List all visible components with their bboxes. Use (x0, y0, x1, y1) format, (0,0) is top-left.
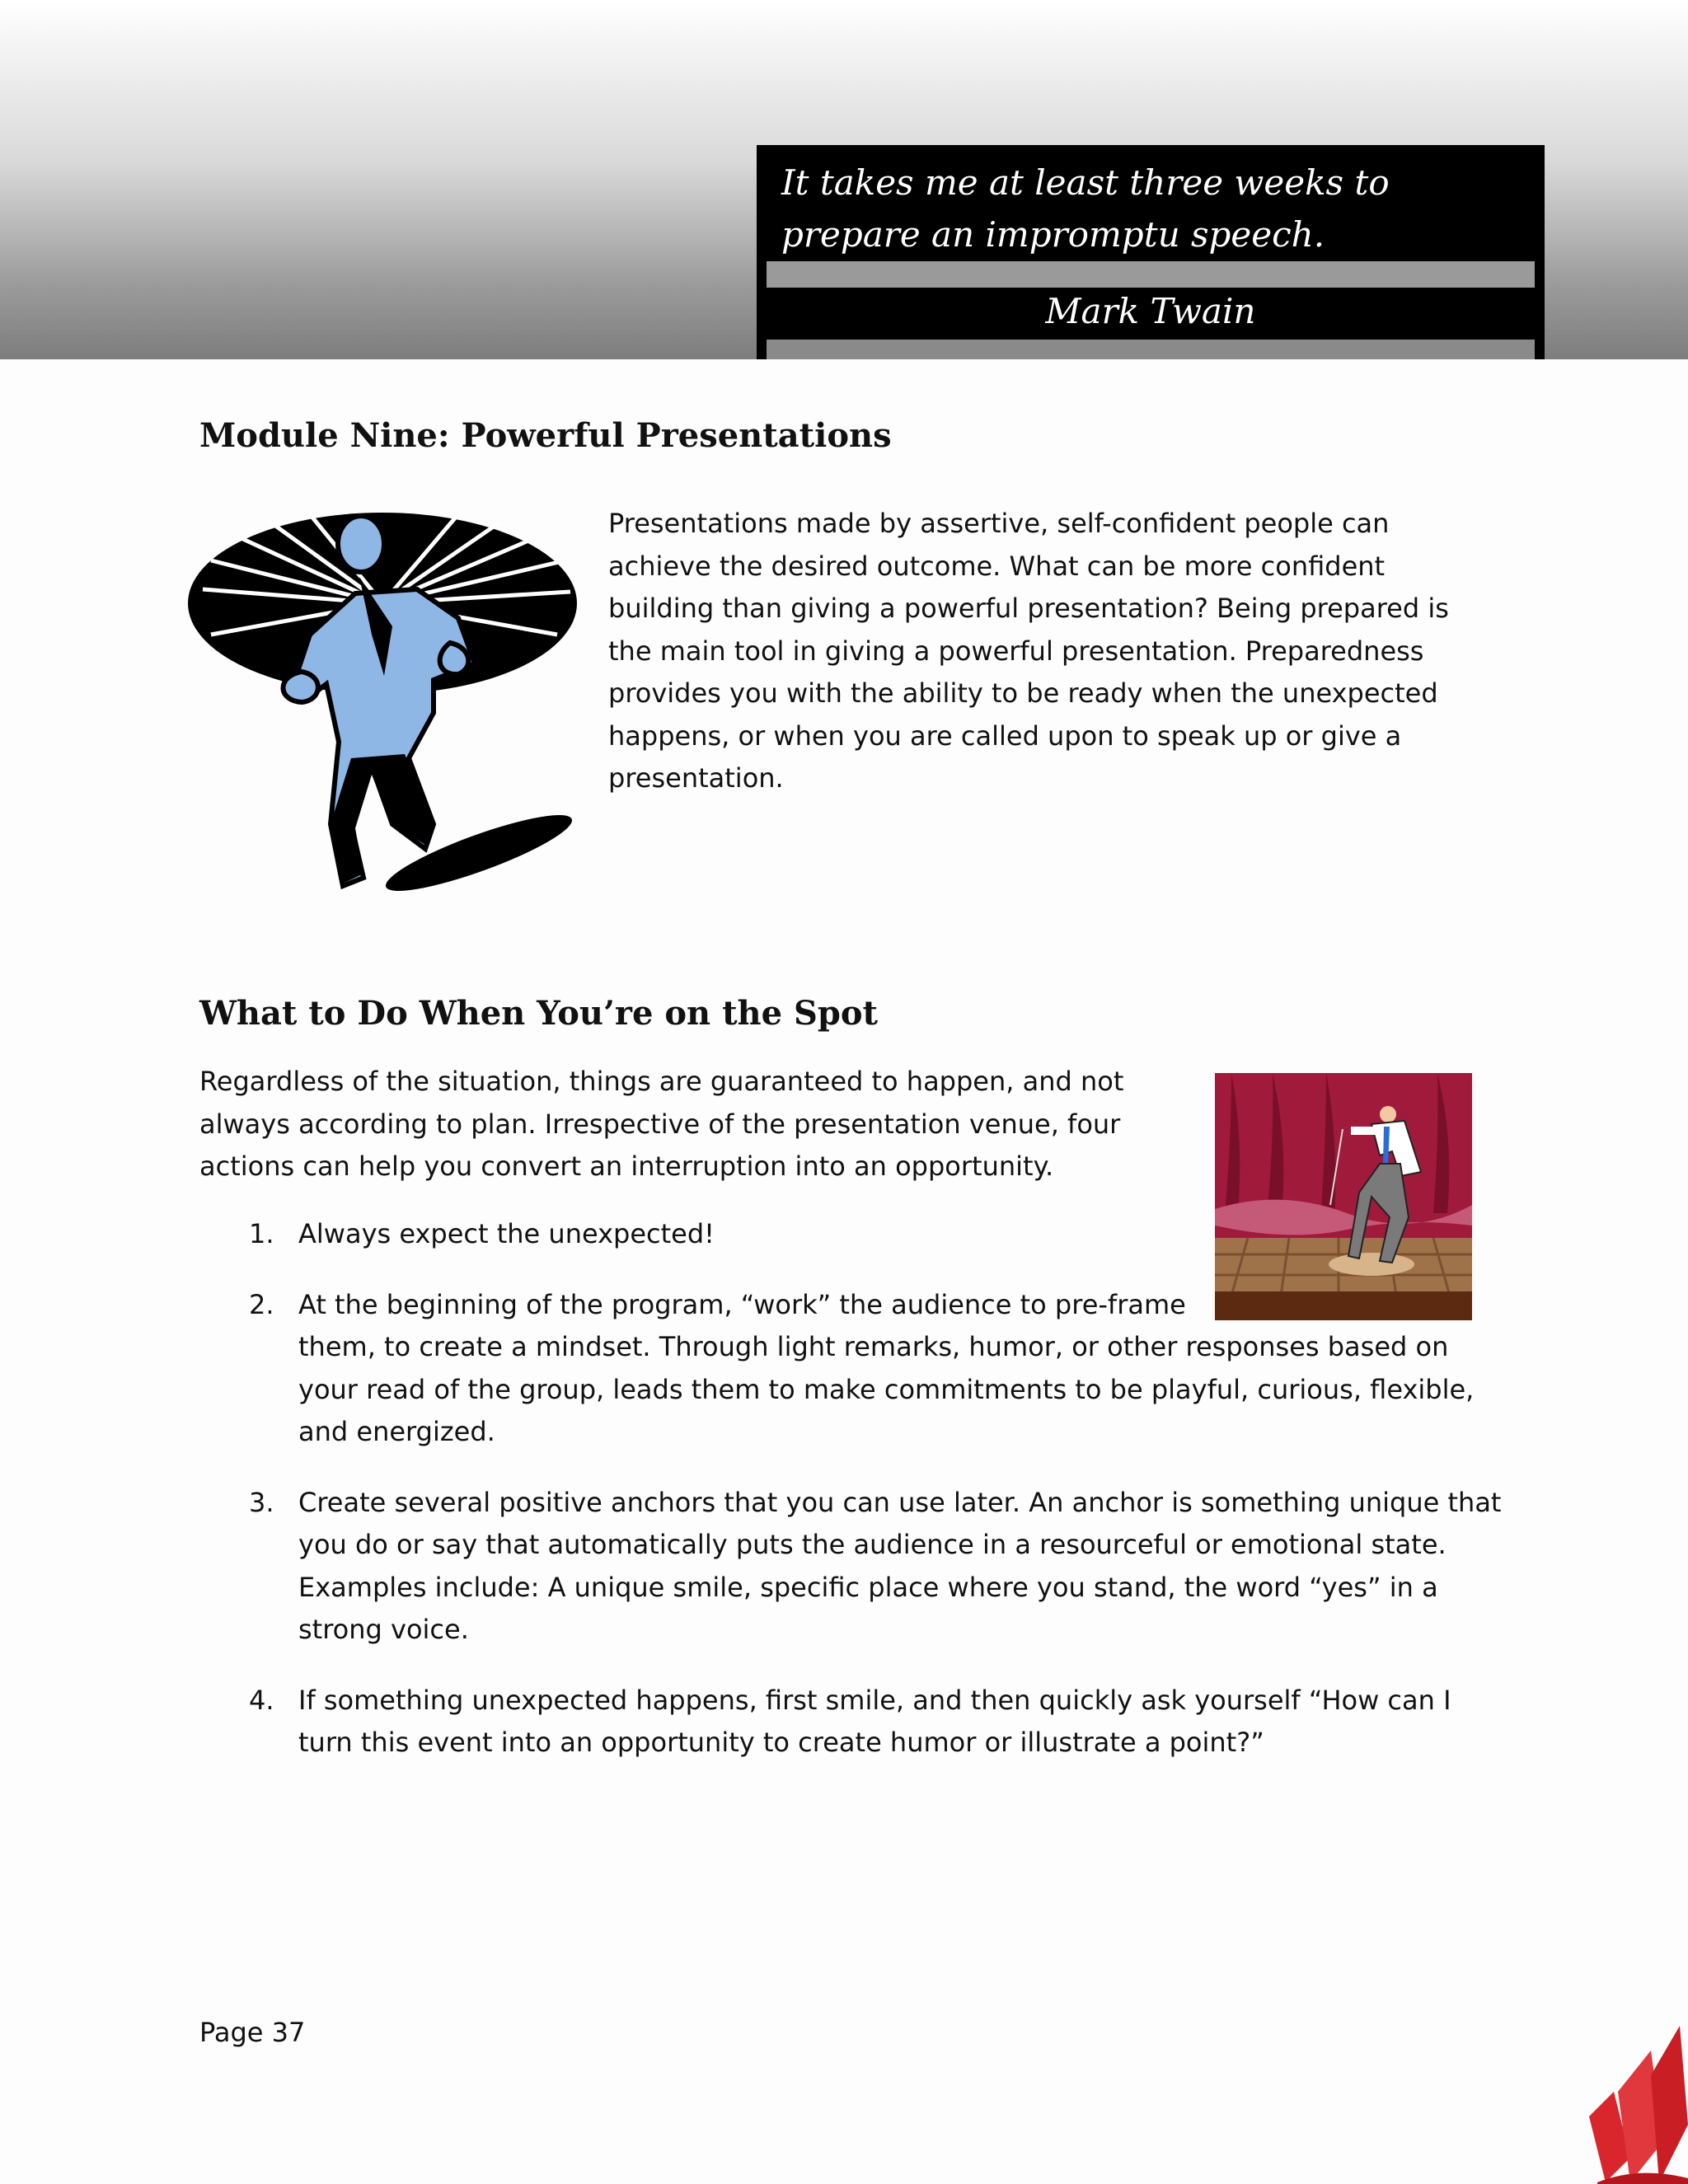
page-number: Page 37 (199, 2017, 306, 2048)
list-item (199, 1680, 1502, 1765)
list-text: Create several positive anchors that you can use later. An anchor is something unique that you do or say that automatically puts the audience in a resourceful or emotional state. Examples include: A unique smile, specific place where you stand, the word “yes” in a strong voice. (298, 1486, 1502, 1645)
list-text: Always expect the unexpected! (298, 1218, 715, 1249)
list-item (199, 1284, 1502, 1454)
list-number: 2. (249, 1288, 274, 1320)
module-title: Module Nine: Powerful Presentations (199, 416, 892, 455)
list-text: At the beginning of the program, “work” the audience to pre-frame them, to create a mindset. Through light remarks, humor, or other responses based on your read of the group, leads them to make commitments to be playful, curious, flexible, and energized. (298, 1288, 1475, 1447)
image-float-spacer (1238, 1284, 1502, 1326)
section-intro: Regardless of the situation, things are guaranteed to happen, and not always according to plan. Irrespective of the presentation venue, four actions can help you convert an interruption into an opportunity. (199, 1066, 1124, 1182)
confident-man-illustration (186, 511, 584, 898)
quote-divider-bottom (767, 340, 1535, 359)
action-list (199, 1213, 1502, 1793)
list-text: If something unexpected happens, first smile, and then quickly ask yourself “How can I turn this event into an opportunity to create humor or illustrate a point?” (298, 1684, 1451, 1758)
module-intro: Presentations made by assertive, self-confident people can achieve the desired outcome. What can be more confident building than giving a powerful presentation? Being prepared is the main tool in giving a powerful presentation. Preparedness provides you with the ability to be ready when the unexpected happens, or when you are called upon to speak up or give a presentation. (608, 508, 1449, 794)
list-item (199, 1213, 1502, 1256)
list-number: 3. (249, 1486, 274, 1518)
quote-author: Mark Twain (1045, 291, 1256, 331)
list-number: 4. (249, 1684, 274, 1716)
section-title: What to Do When You’re on the Spot (199, 994, 879, 1033)
quote-divider (767, 261, 1535, 288)
list-number: 1. (249, 1218, 274, 1249)
quote-box (757, 145, 1545, 359)
book-logo-icon (1581, 2018, 1688, 2184)
quote-text: It takes me at least three weeks to prepare an impromptu speech. (781, 162, 1390, 255)
list-item (199, 1482, 1502, 1652)
